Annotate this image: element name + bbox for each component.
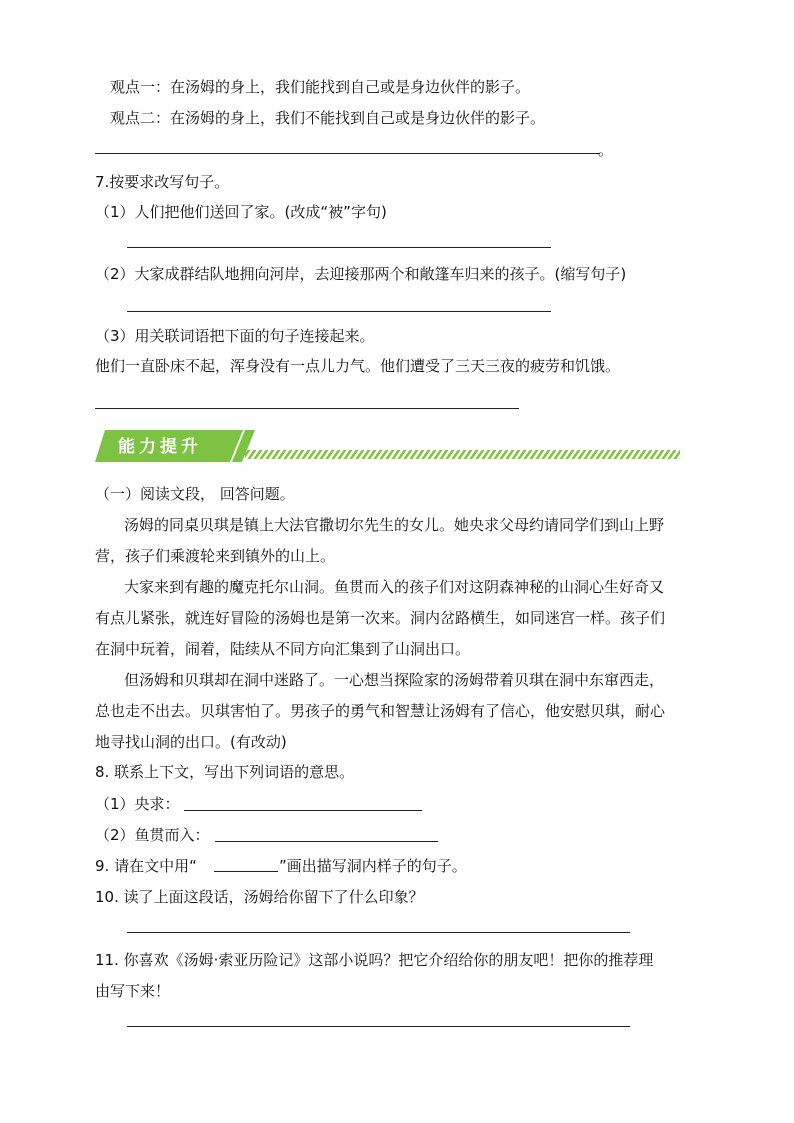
question-10: 10. 读了上面这段话，汤姆给你留下了什么印象？ bbox=[95, 888, 424, 906]
answer-line-8-1[interactable] bbox=[184, 810, 422, 811]
answer-line-7-1[interactable] bbox=[127, 247, 551, 248]
passage-p3-line3: 地寻找山洞的出口。(有改动) bbox=[95, 733, 287, 751]
question-7-3-text: 他们一直卧床不起，浑身没有一点儿力气。他们遭受了三天三夜的疲劳和饥饿。 bbox=[95, 357, 621, 375]
answer-line-views[interactable] bbox=[95, 153, 600, 154]
question-8: 8. 联系上下文，写出下列词语的意思。 bbox=[95, 763, 355, 781]
question-9-suffix: ”画出描写洞内样子的句子。 bbox=[279, 857, 467, 875]
passage-p2-line3: 在洞中玩着，闹着，陆续从不同方向汇集到了山洞出口。 bbox=[95, 640, 471, 658]
passage-p1-line2: 营，孩子们乘渡轮来到镇外的山上。 bbox=[95, 547, 336, 565]
question-11-line1: 11. 你喜欢《汤姆·索亚历险记》这部小说吗？把它介绍给你的朋友吧！把你的推荐理 bbox=[95, 951, 654, 969]
answer-line-8-2[interactable] bbox=[215, 841, 438, 842]
passage-p3-line1: 但汤姆和贝琪却在洞中迷路了。一心想当探险家的汤姆带着贝琪在洞中东窜西走， bbox=[124, 671, 665, 689]
question-7-3: （3）用关联词语把下面的句子连接起来。 bbox=[95, 327, 375, 345]
question-7-2: （2）大家成群结队地拥向河岸，去迎接那两个和敞篷车归来的孩子。(缩写句子) bbox=[95, 265, 627, 283]
view-one: 观点一：在汤姆的身上，我们能找到自己或是身边伙伴的影子。 bbox=[110, 78, 531, 96]
answer-line-7-2[interactable] bbox=[127, 311, 551, 312]
answer-line-7-3[interactable] bbox=[95, 408, 519, 409]
question-8-1: （1）央求： bbox=[95, 795, 180, 813]
underline-sample bbox=[214, 871, 278, 872]
passage-p1-line1: 汤姆的同桌贝琪是镇上大法官撒切尔先生的女儿。她央求父母约请同学们到山上野 bbox=[124, 516, 665, 534]
reading-intro: （一）阅读文段， 回答问题。 bbox=[95, 485, 295, 503]
question-7: 7.按要求改写句子。 bbox=[95, 173, 230, 191]
banner-stripe bbox=[245, 450, 680, 459]
question-9-prefix: 9. 请在文中用“ bbox=[95, 857, 197, 875]
question-11-line2: 由写下来！ bbox=[95, 982, 171, 1000]
passage-p2-line1: 大家来到有趣的魔克托尔山洞。鱼贯而入的孩子们对这阴森神秘的山洞心生好奇又 bbox=[124, 578, 665, 596]
view-two: 观点二：在汤姆的身上，我们不能找到自己或是身边伙伴的影子。 bbox=[110, 109, 546, 127]
answer-line-11[interactable] bbox=[127, 1026, 630, 1027]
question-7-1: （1）人们把他们送回了家。(改成“被”字句) bbox=[95, 203, 387, 221]
question-8-2: （2）鱼贯而入： bbox=[95, 826, 210, 844]
section-title: 能力提升 bbox=[118, 437, 202, 457]
passage-p3-line2: 总也走不出去。贝琪害怕了。男孩子的勇气和智慧让汤姆有了信心，他安慰贝琪，耐心 bbox=[95, 702, 666, 720]
passage-p2-line2: 有点儿紧张，就连好冒险的汤姆也是第一次来。洞内岔路横生，如同迷宫一样。孩子们 bbox=[95, 609, 666, 627]
views-end-mark: 。 bbox=[598, 141, 614, 159]
answer-line-10[interactable] bbox=[127, 932, 630, 933]
